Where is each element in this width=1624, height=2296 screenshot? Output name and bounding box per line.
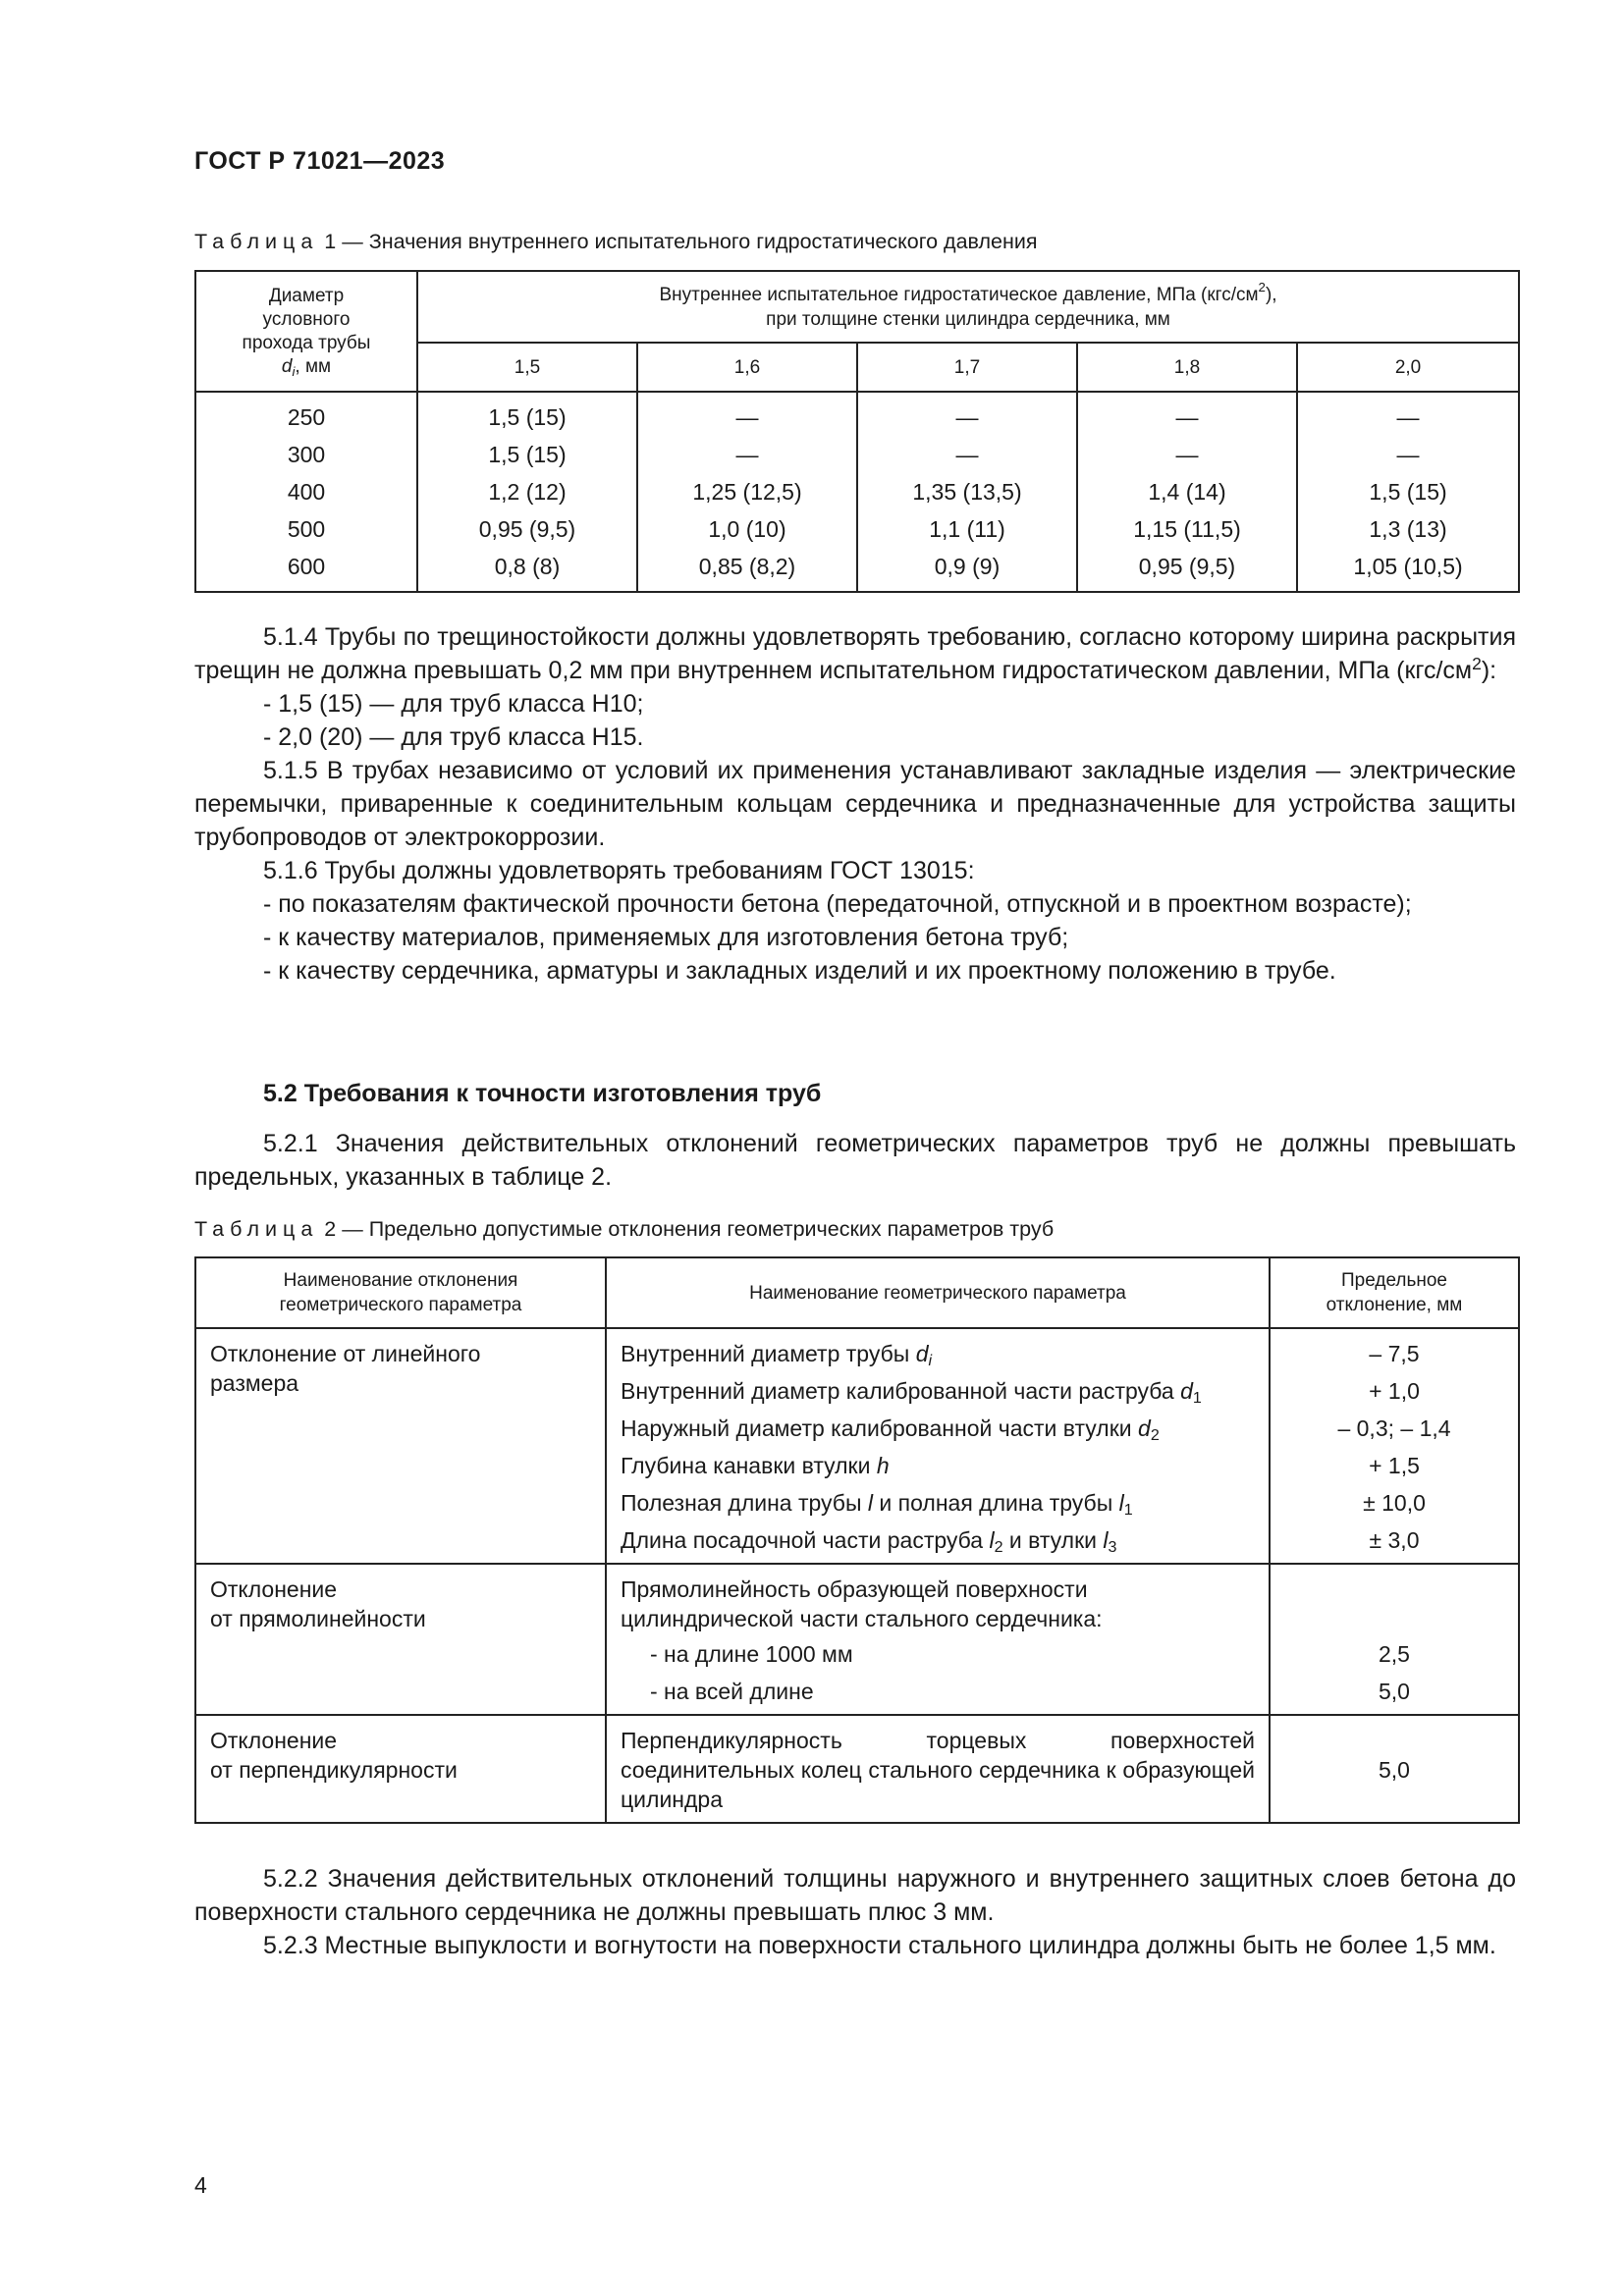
table1-cell: 1,2 (12) bbox=[417, 473, 637, 510]
table1-cell: 0,85 (8,2) bbox=[637, 548, 857, 592]
paragraph-5-1-4: 5.1.4 Трубы по трещиностойкости должны удовлетворять требованию, согласно которому ширина раскрытия трещин не должна превышать 0,2 мм при внутреннем испытательном гидростатическом давлении, МПа $(кгс/см^2)$: bbox=[194, 623, 1516, 684]
table2-parameter: Перпендикулярность торцевых поверхностей соединительных колец стального сердечника к образующей цилиндра bbox=[606, 1715, 1270, 1823]
table1-caption-word: Таблица bbox=[194, 230, 319, 253]
table1-cell: 0,8 (8) bbox=[417, 548, 637, 592]
table2-limit: 5,0 bbox=[1379, 1679, 1410, 1704]
table2-limit: – 0,3; – 1,4 bbox=[1337, 1415, 1451, 1441]
table2-header-deviation-name: Наименование отклонения геометрического параметра bbox=[195, 1257, 606, 1328]
list-item: - 1,5 (15) — для труб класса Н10; bbox=[263, 690, 644, 718]
table1-cell: 1,3 (13) bbox=[1297, 510, 1519, 548]
table2-row-perpendicularity bbox=[195, 1715, 1519, 1823]
table2-limit-list bbox=[1270, 1328, 1519, 1564]
table2-deviation-name: Отклонение от прямолинейности bbox=[195, 1564, 606, 1715]
table2-limit: 5,0 bbox=[1270, 1715, 1519, 1823]
table2-parameter-list bbox=[606, 1564, 1270, 1715]
table2-parameter: Внутренний диаметр калиброванной части раструба $d_1$ bbox=[621, 1378, 1202, 1407]
table2-caption bbox=[194, 1217, 1054, 1242]
table2-limit: – 7,5 bbox=[1369, 1341, 1420, 1366]
table1-cell: 1,1 (11) bbox=[857, 510, 1077, 548]
table1-cell: 1,4 (14) bbox=[1077, 473, 1297, 510]
table2-parameter: Глубина канавки втулки h bbox=[621, 1453, 890, 1478]
table2-parameter: Внутренний диаметр трубы $d_i$ bbox=[621, 1341, 933, 1369]
paragraph-5-2-1: 5.2.1 Значения действительных отклонений геометрических параметров труб не должны превышать предельных, указанных в таблице 2. bbox=[194, 1130, 1516, 1191]
table1-caption-number: 1 bbox=[324, 230, 337, 253]
table2-header-limit: Предельное отклонение, мм bbox=[1270, 1257, 1519, 1328]
table1-cell: 1,0 (10) bbox=[637, 510, 857, 548]
table1-cell: 1,5 (15) bbox=[417, 436, 637, 473]
table2-caption-number: 2 bbox=[324, 1217, 337, 1241]
table1-cell-diameter: 500 bbox=[195, 510, 417, 548]
table2-row-linear bbox=[195, 1328, 1519, 1564]
table1-cell: 1,5 (15) bbox=[417, 392, 637, 436]
table1-cell: — bbox=[1077, 392, 1297, 436]
paragraph-5-2-3: 5.2.3 Местные выпуклости и вогнутости на поверхности стального цилиндра должны быть не более 1,5 мм. bbox=[263, 1932, 1496, 1959]
table1-row bbox=[195, 510, 1519, 548]
table2-row-straightness bbox=[195, 1564, 1519, 1715]
table2-parameter: Наружный диаметр калиброванной части втулки $d_2$ bbox=[621, 1415, 1160, 1444]
table2-caption-word: Таблица bbox=[194, 1217, 319, 1241]
table1-cell-diameter: 250 bbox=[195, 392, 417, 436]
paragraph-5-1-5: 5.1.5 В трубах независимо от условий их применения устанавливают закладные изделия — электрические перемычки, приваренные к соединительным кольцам сердечника и предназначенные для устройства защиты трубопроводов от электрокоррозии. bbox=[194, 757, 1516, 851]
table2-limit: ± 3,0 bbox=[1369, 1527, 1420, 1553]
table2-parameter: - на всей длине bbox=[650, 1679, 814, 1704]
page-number: 4 bbox=[194, 2172, 207, 2198]
table1-cell: 1,25 (12,5) bbox=[637, 473, 857, 510]
table1-cell: 0,95 (9,5) bbox=[1077, 548, 1297, 592]
table1-header-thickness: 2,0 bbox=[1297, 343, 1519, 392]
table1-row bbox=[195, 392, 1519, 436]
table1-cell: — bbox=[637, 392, 857, 436]
table1-cell-diameter: 600 bbox=[195, 548, 417, 592]
table1-header-thickness: 1,6 bbox=[637, 343, 857, 392]
table2 bbox=[194, 1256, 1520, 1824]
list-item: - к качеству сердечника, арматуры и закладных изделий и их проектному положению в трубе. bbox=[263, 957, 1336, 985]
table1-caption-text: — Значения внутреннего испытательного гидростатического давления bbox=[342, 230, 1038, 253]
table1-cell: 1,05 (10,5) bbox=[1297, 548, 1519, 592]
table2-header-parameter-name: Наименование геометрического параметра bbox=[606, 1257, 1270, 1328]
table2-limit: ± 10,0 bbox=[1363, 1490, 1426, 1516]
table1-row bbox=[195, 473, 1519, 510]
table1-row bbox=[195, 436, 1519, 473]
table1-cell: — bbox=[1077, 436, 1297, 473]
table2-parameter: Прямолинейность образующей поверхности цилиндрической части стального сердечника: bbox=[621, 1576, 1103, 1631]
table2-limit-list bbox=[1270, 1564, 1519, 1715]
section-5-1-text bbox=[194, 620, 1516, 988]
table1-cell: — bbox=[857, 392, 1077, 436]
table1-cell: 1,15 (11,5) bbox=[1077, 510, 1297, 548]
table2-deviation-name: Отклонение от линейного размера bbox=[195, 1328, 606, 1564]
list-item: - 2,0 (20) — для труб класса Н15. bbox=[263, 723, 644, 751]
table2-parameter: Полезная длина трубы l и полная длина трубы $l_1$ bbox=[621, 1490, 1133, 1519]
document-code: ГОСТ Р 71021—2023 bbox=[194, 147, 446, 175]
table1-cell: 1,5 (15) bbox=[1297, 473, 1519, 510]
table1-row bbox=[195, 548, 1519, 592]
table2-deviation-name: Отклонение от перпендикулярности bbox=[195, 1715, 606, 1823]
table1-cell: — bbox=[857, 436, 1077, 473]
table1-header-pressure-group: Внутреннее испытательное гидростатическое давление, МПа $(кгс/см^2)$, при толщине стенки цилиндра сердечника, мм bbox=[417, 271, 1519, 343]
table2-parameter: - на длине 1000 мм bbox=[650, 1641, 853, 1667]
table1-cell: — bbox=[1297, 392, 1519, 436]
table1-header-thickness: 1,5 bbox=[417, 343, 637, 392]
table1-header-thickness: 1,8 bbox=[1077, 343, 1297, 392]
table2-limit: 2,5 bbox=[1379, 1641, 1410, 1667]
table2-parameter-list bbox=[606, 1328, 1270, 1564]
table1-cell: 1,35 (13,5) bbox=[857, 473, 1077, 510]
section-heading-5-2: 5.2 Требования к точности изготовления труб bbox=[263, 1080, 822, 1107]
table1-cell: 0,95 (9,5) bbox=[417, 510, 637, 548]
table1-cell-diameter: 300 bbox=[195, 436, 417, 473]
table1-cell-diameter: 400 bbox=[195, 473, 417, 510]
section-5-2-text bbox=[194, 1862, 1516, 1962]
table1-caption bbox=[194, 230, 1038, 254]
table2-caption-text: — Предельно допустимые отклонения геометрических параметров труб bbox=[342, 1217, 1055, 1241]
table2-limit: + 1,0 bbox=[1369, 1378, 1420, 1404]
table1-cell: — bbox=[637, 436, 857, 473]
list-item: - по показателям фактической прочности бетона (передаточной, отпускной и в проектном возрасте); bbox=[263, 890, 1412, 918]
table1-cell: — bbox=[1297, 436, 1519, 473]
table1-cell: 0,9 (9) bbox=[857, 548, 1077, 592]
table2-limit: + 1,5 bbox=[1369, 1453, 1420, 1478]
table1 bbox=[194, 270, 1520, 593]
list-item: - к качеству материалов, применяемых для изготовления бетона труб; bbox=[263, 924, 1069, 951]
paragraph-5-1-6: 5.1.6 Трубы должны удовлетворять требованиям ГОСТ 13015: bbox=[263, 857, 975, 884]
table1-header-thickness: 1,7 bbox=[857, 343, 1077, 392]
table1-header-diameter: Диаметр условного прохода трубы $d_i$, мм bbox=[195, 271, 417, 392]
paragraph-5-2-2: 5.2.2 Значения действительных отклонений толщины наружного и внутреннего защитных слоев бетона до поверхности стального сердечника не должны превышать плюс 3 мм. bbox=[194, 1865, 1516, 1926]
table2-parameter: Длина посадочной части раструба $l_2$ и втулки $l_3$ bbox=[621, 1527, 1117, 1556]
